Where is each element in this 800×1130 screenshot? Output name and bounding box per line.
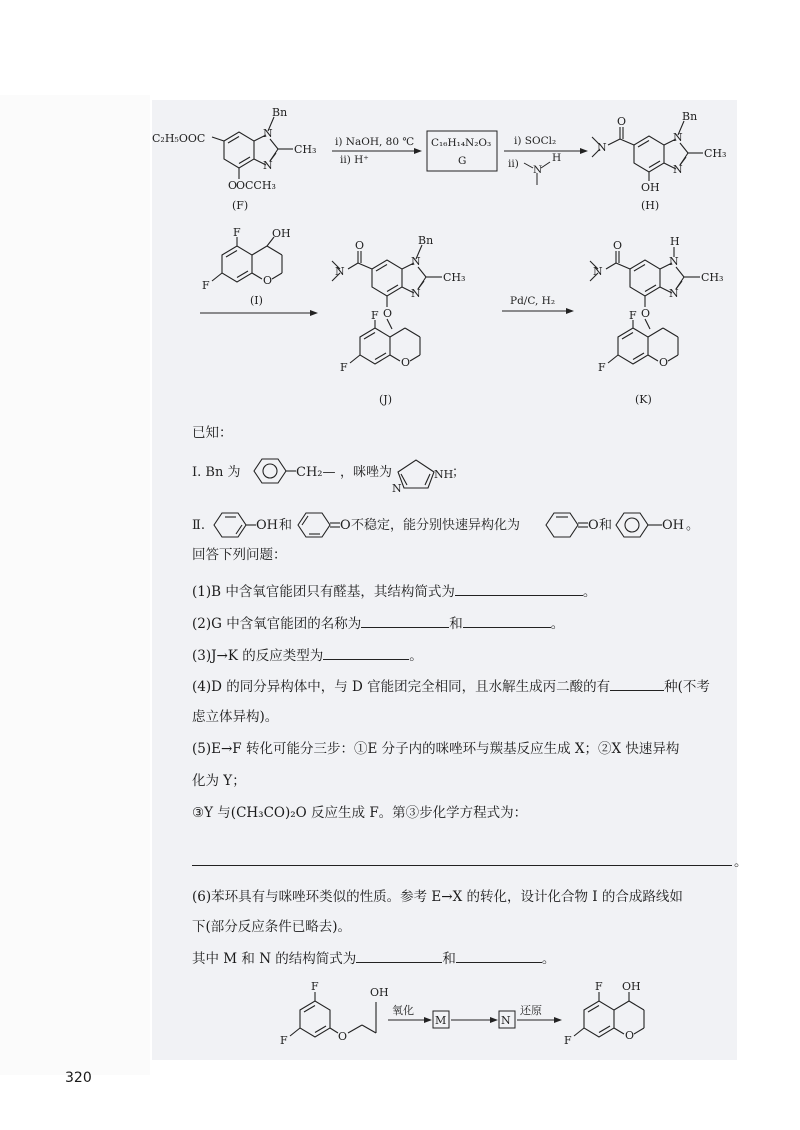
product-O-ring-text: O xyxy=(625,1029,635,1042)
known-2-text: 不稳定，能分别快速异构化为 xyxy=(351,518,521,533)
known-2-and: 和 xyxy=(279,518,293,533)
compound-F xyxy=(212,117,293,179)
product-F2-text: F xyxy=(564,1034,572,1047)
question-2-end: 。 xyxy=(550,616,565,632)
question-4-answer-blank[interactable] xyxy=(610,675,664,691)
J-label: (J) xyxy=(379,393,392,406)
known-item-1 xyxy=(152,448,737,498)
I-F2-text: F xyxy=(202,279,210,292)
F-ch3-text: CH₃ xyxy=(294,143,317,156)
step1-condition-1: i) NaOH, 80 ℃ xyxy=(335,136,415,148)
question-6-and: 和 xyxy=(442,951,456,967)
question-6-text: 其中 M 和 N 的结构简式为 xyxy=(192,951,357,967)
question-4-tail: 种(不考 xyxy=(664,679,710,695)
K-N1-text: N xyxy=(669,255,679,268)
step2-condition-1: i) SOCl₂ xyxy=(514,135,557,147)
question-5-end: 。 xyxy=(734,854,748,870)
K-O-carbonyl-text: O xyxy=(613,239,623,252)
H-N1-text: N xyxy=(673,131,683,144)
J-amideN-text: N xyxy=(335,265,345,278)
known-1-prefix: Ⅰ. Bn 为 xyxy=(192,465,241,480)
M-box-text: M xyxy=(435,1014,447,1027)
arrow-step-4 xyxy=(502,308,574,314)
known-heading: 已知： xyxy=(192,425,233,441)
compound-H xyxy=(592,121,703,181)
question-5-answer-line[interactable] xyxy=(192,865,732,866)
G-formula: C₁₆H₁₄N₂O₃ xyxy=(431,137,492,149)
page-number: 320 xyxy=(65,1070,92,1086)
known-item-2 xyxy=(152,505,737,545)
question-4-line-1 xyxy=(192,675,710,697)
J-N3-text: N xyxy=(411,287,421,300)
K-label: (K) xyxy=(635,393,652,406)
question-6-line-3 xyxy=(192,947,555,969)
question-6-line-1: (6)苯环具有与咪唑环类似的性质。参考 E→X 的转化，设计化合物 I 的合成路线如 xyxy=(192,889,683,905)
scheme-row-2 xyxy=(152,225,737,415)
imidazole-ring-icon xyxy=(398,460,434,488)
step2-condition-2: ii) xyxy=(508,158,519,170)
F-N3-text: N xyxy=(263,159,273,172)
question-5-line-1: (5)E→F 转化可能分三步：①E 分子内的咪唑环与羰基反应生成 X；②X 快速异构 xyxy=(192,741,680,757)
question-5-line-3: ③Y 与(CH₃CO)₂O 反应生成 F。第③步化学方程式为： xyxy=(192,805,528,821)
J-F1-text: F xyxy=(371,309,379,322)
route-F2-text: F xyxy=(280,1034,288,1047)
reduction-label: 还原 xyxy=(520,1004,542,1017)
cyclohexadienone-1-icon xyxy=(298,513,340,537)
F-label: (F) xyxy=(232,199,249,212)
step4-condition: Pd/C, H₂ xyxy=(510,295,556,307)
questions-intro: 回答下列问题： xyxy=(192,547,287,563)
synthesis-route xyxy=(152,978,737,1058)
I-oh-text: OH xyxy=(272,227,291,240)
imidazole-NH-text: NH xyxy=(434,468,454,481)
H-bn-text: Bn xyxy=(682,110,698,123)
question-3-text: (3)J→K 的反应类型为 xyxy=(192,648,324,664)
J-N1-text: N xyxy=(411,255,421,268)
J-O-ring-text: O xyxy=(401,356,411,369)
known-1-end: ； xyxy=(452,465,466,480)
K-amideN-text: N xyxy=(593,265,603,278)
arrow-M-to-N xyxy=(451,1017,498,1023)
phenol-icon xyxy=(616,513,662,537)
compound-J xyxy=(332,245,442,364)
F-oac-text: OCCH₃ xyxy=(236,179,276,192)
question-6-end: 。 xyxy=(541,951,556,967)
compound-K xyxy=(590,247,700,364)
question-1-text: (1)B 中含氧官能团只有醛基，其结构简式为 xyxy=(192,584,455,600)
dimethylamine-N: N xyxy=(533,164,543,176)
known-2-end: 。 xyxy=(686,518,700,533)
question-6-answer-blank-1[interactable] xyxy=(356,947,442,963)
known-2-and2: 和 xyxy=(599,518,613,533)
known-2-o2: O xyxy=(588,518,599,533)
benzene-ring-icon xyxy=(254,459,296,483)
arrow-oxidation xyxy=(388,1017,432,1023)
I-F1-text: F xyxy=(233,226,241,239)
imidazole-N-text: N xyxy=(392,482,402,495)
J-O-ether-text: O xyxy=(383,307,393,320)
arrow-reduction xyxy=(517,1017,562,1023)
K-ch3-text: CH₃ xyxy=(701,271,724,284)
route-start-compound xyxy=(290,992,376,1037)
route-F1-text: F xyxy=(311,980,319,993)
question-2-answer-blank-2[interactable] xyxy=(463,612,551,628)
question-3-answer-blank[interactable] xyxy=(323,644,409,660)
K-O-ring-text: O xyxy=(659,356,669,369)
left-page-margin xyxy=(0,95,150,1075)
K-N3-text: N xyxy=(669,287,679,300)
H-N3-text: N xyxy=(673,163,683,176)
arrow-step-3 xyxy=(200,310,318,316)
question-2 xyxy=(192,612,564,634)
H-O-text: O xyxy=(617,115,627,128)
step1-condition-2: ii) H⁺ xyxy=(340,154,369,166)
known-2-oh2: OH xyxy=(662,518,684,533)
oxidation-label: 氧化 xyxy=(392,1004,414,1017)
F-ester-text: C₂H₅OOC xyxy=(152,132,206,145)
K-O-ether-text: O xyxy=(641,307,651,320)
question-2-text: (2)G 中含氧官能团的名称为 xyxy=(192,616,362,632)
K-F1-text: F xyxy=(629,309,637,322)
I-label: (I) xyxy=(250,294,263,307)
J-bn-text: Bn xyxy=(418,234,434,247)
cyclohexenone-icon xyxy=(546,513,588,537)
route-O-text: O xyxy=(338,1030,348,1043)
question-2-answer-blank-1[interactable] xyxy=(361,612,449,628)
question-1 xyxy=(192,580,596,602)
F-bn-text: Bn xyxy=(272,106,288,119)
question-3 xyxy=(192,644,423,666)
H-oh-text: OH xyxy=(641,181,660,194)
question-6-answer-blank-2[interactable] xyxy=(456,947,542,963)
J-O-carbonyl-text: O xyxy=(355,239,365,252)
route-oh-text: OH xyxy=(370,986,389,999)
F-N1-text: N xyxy=(263,127,273,140)
question-4-line-2: 虑立体异构)。 xyxy=(192,709,279,725)
known-1-mid: ，咪唑为 xyxy=(340,465,393,480)
H-ch3-text: CH₃ xyxy=(704,147,727,160)
K-F2-text: F xyxy=(598,361,606,374)
J-F2-text: F xyxy=(340,361,348,374)
G-label: G xyxy=(458,155,467,167)
J-ch3-text: CH₃ xyxy=(443,271,466,284)
known-2-prefix: Ⅱ. xyxy=(192,518,205,533)
F-oac-o-text: O xyxy=(228,179,238,192)
question-3-end: 。 xyxy=(409,648,423,664)
dimethylamine-H: H xyxy=(552,152,562,164)
K-h-text: H xyxy=(670,235,680,248)
I-O-ring-text: O xyxy=(263,274,273,287)
cyclohexadiene-1-icon xyxy=(214,513,256,537)
question-1-answer-blank[interactable] xyxy=(455,580,583,596)
question-2-and: 和 xyxy=(449,616,463,632)
N-box-text: N xyxy=(501,1014,511,1027)
question-5-line-2: 化为 Y； xyxy=(192,773,246,789)
product-oh-text: OH xyxy=(622,980,641,993)
question-1-end: 。 xyxy=(582,584,597,600)
known-2-o: O xyxy=(340,518,351,533)
arrow-step-2 xyxy=(504,148,588,154)
known-2-oh: OH xyxy=(256,518,278,533)
H-amideN-text: N xyxy=(597,141,607,154)
known-1-ch2: CH₂— xyxy=(296,465,336,480)
question-6-line-2: 下(部分反应条件已略去)。 xyxy=(192,919,352,935)
product-F1-text: F xyxy=(595,980,603,993)
H-label: (H) xyxy=(641,199,660,212)
scheme-row-1 xyxy=(152,105,737,225)
question-4-text: (4)D 的同分异构体中，与 D 官能团完全相同，且水解生成丙二酸的有 xyxy=(192,679,611,695)
